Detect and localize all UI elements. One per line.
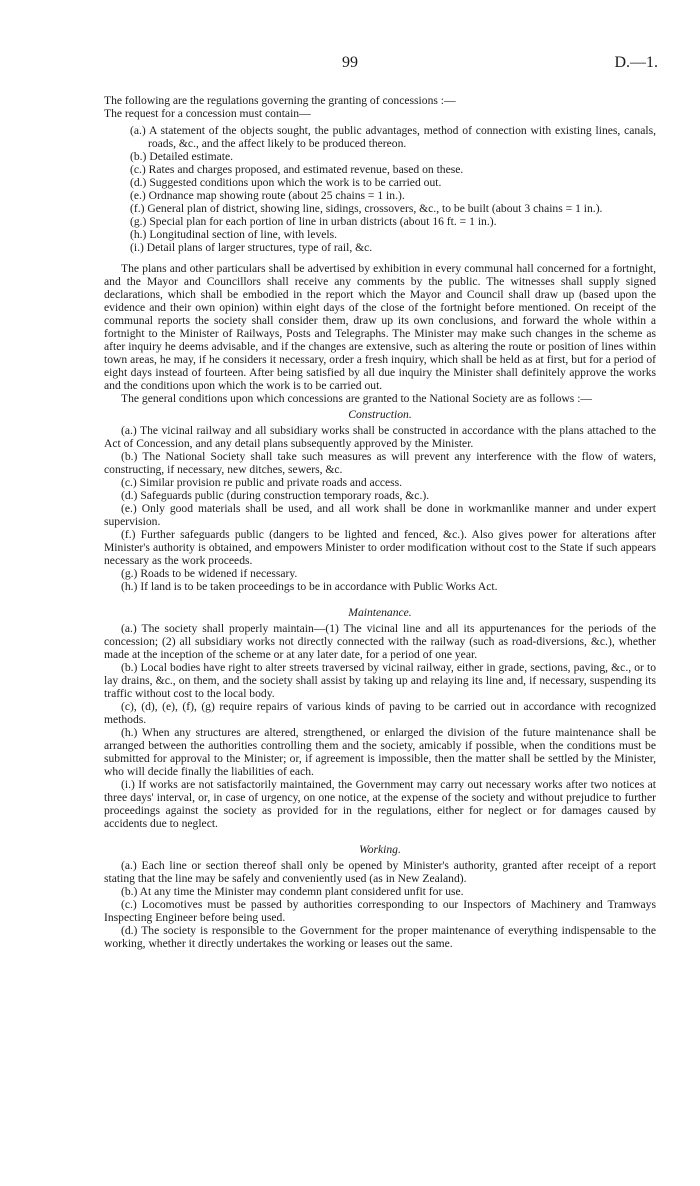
request-item: (h.) Longitudinal section of line, with levels.: [130, 228, 338, 241]
construction-list: [104, 424, 656, 593]
maintenance-list: [104, 622, 656, 830]
construction-item: (c.) Similar provision re public and private roads and access.: [121, 476, 403, 489]
page-body: [104, 94, 656, 950]
general-conditions-paragraph: The general conditions upon which concessions are granted to the National Society are as follows :—: [121, 392, 593, 405]
construction-item: (e.) Only good materials shall be used, and all work shall be done in workmanlike manner and under expert supervision.: [104, 502, 656, 528]
intro-line: The request for a concession must contain—: [104, 107, 311, 120]
maintenance-item: (h.) When any structures are altered, strengthened, or enlarged the division of the future maintenance shall be arranged between the authorities controlling them and the society, amicably if possible, when the conditions must be submitted for approval to the Minister; or, if agreement is impossible, then the matter shall be settled by the Minister, who will decide finally the liabilities of each.: [104, 726, 656, 778]
working-item: (b.) At any time the Minister may condemn plant considered unfit for use.: [121, 885, 464, 898]
request-item: (a.) A statement of the objects sought, the public advantages, method of connection with existing lines, canals, roads, &c., and the affect likely to be produced thereon.: [130, 124, 656, 150]
construction-item: (f.) Further safeguards public (dangers to be lighted and fenced, &c.). Also gives power for alterations after Minister's authority is obtained, and empowers Minister to order modification without cost to the State if such appears necessary as the work proceeds.: [104, 528, 656, 567]
construction-item: (d.) Safeguards public (during construction temporary roads, &c.).: [121, 489, 430, 502]
request-list: [104, 124, 656, 254]
intro-line: The following are the regulations governing the granting of concessions :—: [104, 94, 456, 107]
working-heading: Working.: [359, 843, 401, 856]
document-code: D.—1.: [614, 54, 658, 71]
request-item: (i.) Detail plans of larger structures, type of rail, &c.: [130, 241, 373, 254]
request-item: (f.) General plan of district, showing line, sidings, crossovers, &c., to be built (about 3 chains = 1 in.).: [130, 202, 603, 215]
plans-paragraph: The plans and other particulars shall be advertised by exhibition in every communal hall concerned for a fortnight, and the Mayor and Councillors shall receive any comments by the public. The witnesses shall supply signed declarations, which shall be embodied in the report which the Mayor and Council shall draw up (based upon the evidence and their own opinion) within eight days of the close of the fortnight before mentioned. On receipt of the communal reports the society shall consider them, draw up its own conclusions, and forward the whole within a fortnight to the Minister of Railways, Posts and Telegraphs. The Minister may make such changes in the scheme as after inquiry he deems advisable, and if the changes are extensive, such as altering the route or position of lines within town areas, he may, if he considers it necessary, order a fresh inquiry, which shall be held as at first, but for a period of eight days instead of fourteen. After being satisfied by all due inquiry the Minister shall definitely approve the works and the conditions upon which the work is to be carried out.: [104, 262, 656, 392]
maintenance-heading: Maintenance.: [348, 606, 412, 619]
construction-heading: Construction.: [348, 408, 412, 421]
working-item: (a.) Each line or section thereof shall only be opened by Minister's authority, granted after receipt of a report stating that the line may be safely and conveniently used (as in New Zealand).: [104, 859, 656, 885]
working-list: [104, 859, 656, 950]
request-item: (e.) Ordnance map showing route (about 25 chains = 1 in.).: [130, 189, 405, 202]
request-item: (c.) Rates and charges proposed, and estimated revenue, based on these.: [130, 163, 464, 176]
request-item: (b.) Detailed estimate.: [130, 150, 234, 163]
page-header: [0, 56, 700, 76]
working-item: (d.) The society is responsible to the Government for the proper maintenance of everything indispensable to the working, whether it directly undertakes the working or leases out the same.: [104, 924, 656, 950]
working-item: (c.) Locomotives must be passed by authorities corresponding to our Inspectors of Machinery and Tramways Inspecting Engineer before being used.: [104, 898, 656, 924]
construction-item: (b.) The National Society shall take such measures as will prevent any interference with the flow of waters, constructing, if necessary, new ditches, sewers, &c.: [104, 450, 656, 476]
page-number: 99: [342, 54, 358, 71]
request-item: (g.) Special plan for each portion of line in urban districts (about 16 ft. = 1 in.).: [130, 215, 497, 228]
maintenance-item: (a.) The society shall properly maintain—(1) The vicinal line and all its appurtenances for the periods of the concession; (2) all subsidiary works not directly connected with the railway (such as road-diversions, &c.), whether made at the inception of the scheme or at any later date, for a period of one year.: [104, 622, 656, 661]
maintenance-item: (i.) If works are not satisfactorily maintained, the Government may carry out necessary works after two notices at three days' interval, or, in case of urgency, on one notice, at the expense of the society and without prejudice to further proceedings against the society as provided for in the regulations, either for neglect or for damages caused by accidents due to neglect.: [104, 778, 656, 830]
construction-item: (h.) If land is to be taken proceedings to be in accordance with Public Works Act.: [121, 580, 498, 593]
request-item: (d.) Suggested conditions upon which the work is to be carried out.: [130, 176, 442, 189]
maintenance-item: (b.) Local bodies have right to alter streets traversed by vicinal railway, either in grade, sections, paving, &c., or to lay drains, &c., on them, and the society shall assist by taking up and relaying its line and, if necessary, suspending its traffic without cost to the local body.: [104, 661, 656, 700]
construction-item: (g.) Roads to be widened if necessary.: [121, 567, 298, 580]
maintenance-item: (c), (d), (e), (f), (g) require repairs of various kinds of paving to be carried out in accordance with recognized methods.: [104, 700, 656, 726]
construction-item: (a.) The vicinal railway and all subsidiary works shall be constructed in accordance with the plans attached to the Act of Concession, and any detail plans subsequently approved by the Minister.: [104, 424, 656, 450]
